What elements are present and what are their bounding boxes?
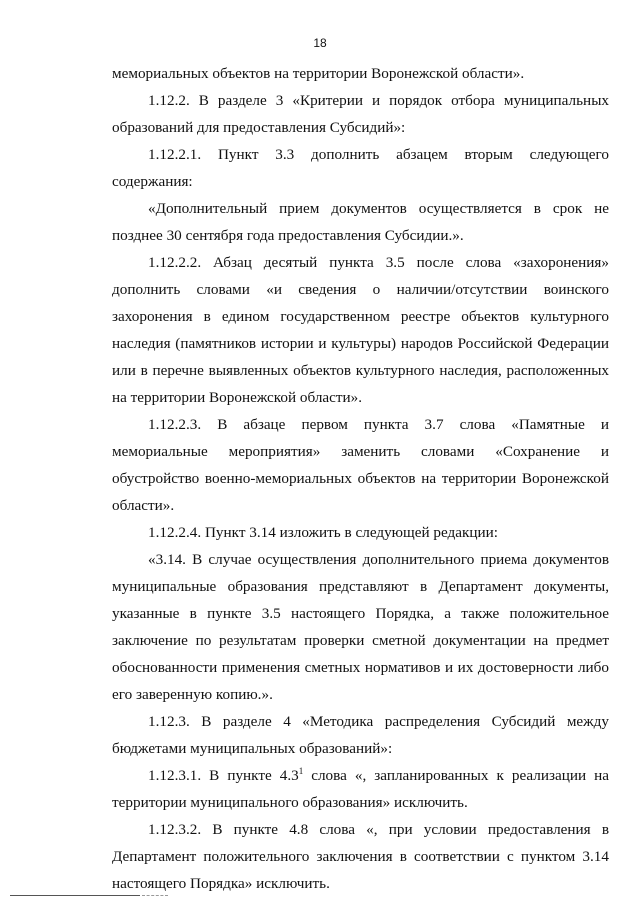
paragraph-quote-3-3: «Дополнительный прием документов осуществляется в срок не позднее 30 сентября года предоставления Субсидии.».	[112, 200, 609, 244]
paragraph-1-12-2-4: 1.12.2.4. Пункт 3.14 изложить в следующей редакции:	[148, 524, 498, 541]
paragraph-1-12-3-1-end: слова «, запланированных к реализации на территории муниципального образования» исключить.	[112, 767, 609, 811]
paragraph-1-12-2-3: 1.12.2.3. В абзаце первом пункта 3.7 слова «Памятные и мемориальные мероприятия» заменить словами «Сохранение и обустройство военно-мемориальных объектов на территории Воронежской области».	[112, 416, 609, 514]
page-number: 18	[313, 36, 327, 50]
paragraph-1-12-2-1: 1.12.2.1. Пункт 3.3 дополнить абзацем вторым следующего содержания:	[112, 146, 609, 190]
paragraph-1-12-2: 1.12.2. В разделе 3 «Критерии и порядок отбора муниципальных образований для предоставления Субсидий»:	[112, 92, 609, 136]
paragraph-continuation: мемориальных объектов на территории Воронежской области».	[112, 65, 525, 82]
paragraph-1-12-2-2: 1.12.2.2. Абзац десятый пункта 3.5 после слова «захоронения» дополнить словами «и сведения о наличии/отсутствии воинского захоронения в едином государственном реестре объектов культурного наследия (памятников истории и культуры) народов Российской Федерации или в перечне выявленных объектов культурного наследия, расположенных на территории Воронежской области».	[112, 254, 609, 406]
paragraph-1-12-3-2: 1.12.3.2. В пункте 4.8 слова «, при условии предоставления в Департамент положительного заключения в соответствии с пунктом 3.14 настоящего Порядка» исключить.	[112, 821, 609, 892]
paragraph-1-12-3: 1.12.3. В разделе 4 «Методика распределения Субсидий между бюджетами муниципальных образований»:	[112, 713, 609, 757]
paragraph-1-12-3-1	[112, 762, 609, 816]
superscript-1: 1	[298, 765, 304, 776]
document-body	[112, 60, 609, 897]
footer-dots	[142, 895, 168, 896]
paragraph-quote-3-14: «3.14. В случае осуществления дополнительного приема документов муниципальные образования представляют в Департамент документы, указанные в пункте 3.5 настоящего Порядка, а также положительное заключение по результатам проверки сметной документации на предмет обоснованности применения сметных нормативов и их достоверности либо его заверенную копию.».	[112, 551, 609, 703]
paragraph-1-12-3-1-start: 1.12.3.1. В пункте 4.3	[148, 767, 299, 784]
footer-rule	[10, 895, 140, 896]
